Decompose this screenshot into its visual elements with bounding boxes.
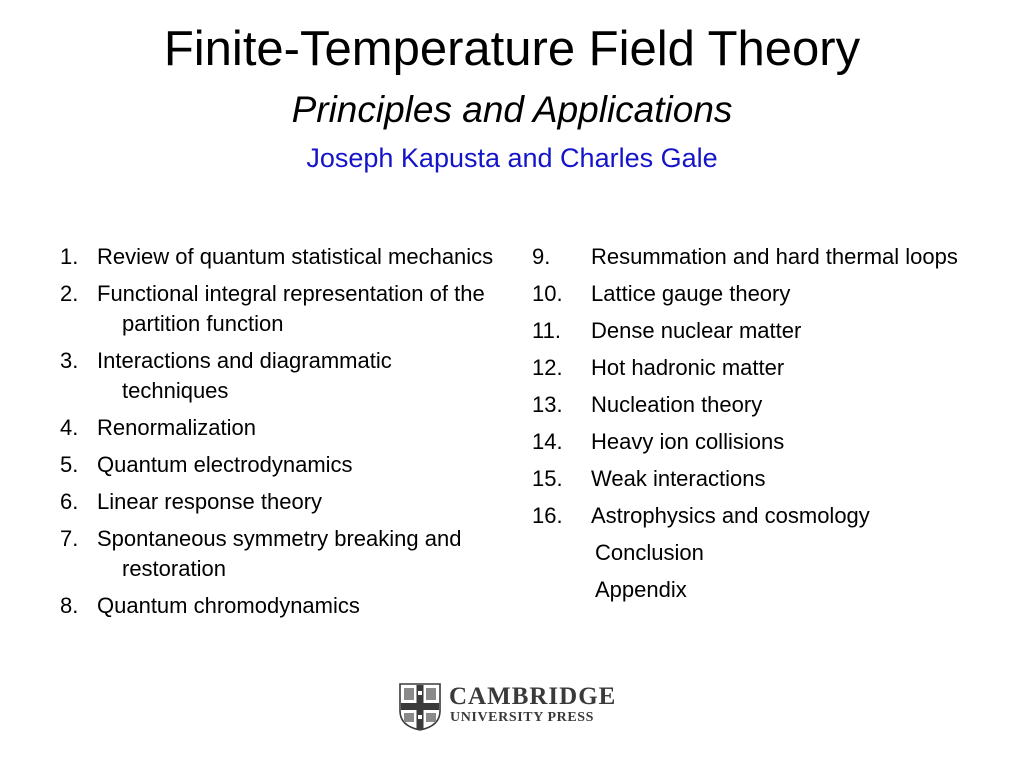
chapter-item: [60, 524, 500, 584]
chapter-number: 16.: [532, 503, 563, 528]
chapter-item: [532, 501, 992, 531]
chapter-title: Dense nuclear matter: [591, 318, 802, 343]
chapter-item: [60, 450, 500, 480]
chapter-number: 5.: [60, 452, 79, 477]
chapter-number: 15.: [532, 466, 563, 491]
publisher-logo: [399, 683, 627, 733]
chapter-item: [532, 427, 992, 457]
chapter-list-left: [60, 242, 500, 628]
chapter-number: 13.: [532, 392, 563, 417]
chapter-item: [60, 487, 500, 517]
chapter-title: Conclusion: [595, 540, 704, 565]
chapter-item: [532, 464, 992, 494]
publisher-subline: UNIVERSITY PRESS: [450, 710, 595, 725]
publisher-name: CAMBRIDGE: [449, 683, 617, 710]
chapter-number: 6.: [60, 489, 79, 514]
cambridge-crest-icon: [399, 683, 441, 731]
chapter-item: [60, 279, 500, 339]
chapter-title: Functional integral representation of the partition function: [97, 281, 485, 336]
chapter-item: [60, 346, 500, 406]
chapter-title: Astrophysics and cosmology: [591, 503, 870, 528]
conclusion-item: [532, 538, 992, 568]
chapter-list-right: [532, 242, 992, 612]
chapter-number: 3.: [60, 348, 79, 373]
chapter-item: [532, 353, 992, 383]
chapter-number: 1.: [60, 244, 79, 269]
chapter-title: Quantum chromodynamics: [97, 593, 360, 618]
chapter-title: Interactions and diagrammatic techniques: [97, 348, 392, 403]
chapter-item: [60, 591, 500, 621]
page-title: Finite-Temperature Field Theory: [163, 22, 861, 76]
chapter-title: Linear response theory: [97, 489, 323, 514]
chapter-number: 4.: [60, 415, 79, 440]
appendix-item: [532, 575, 992, 605]
chapter-item: [60, 413, 500, 443]
chapter-number: 7.: [60, 526, 79, 551]
chapter-item: [532, 242, 992, 272]
chapter-title: Appendix: [595, 577, 687, 602]
book-authors: Joseph Kapusta and Charles Gale: [306, 143, 718, 173]
chapter-title: Spontaneous symmetry breaking and restoration: [97, 526, 462, 581]
chapter-title: Lattice gauge theory: [591, 281, 791, 306]
chapter-title: Hot hadronic matter: [591, 355, 785, 380]
chapter-title: Nucleation theory: [591, 392, 763, 417]
chapter-number: 14.: [532, 429, 563, 454]
chapter-item: [532, 390, 992, 420]
chapter-number: 8.: [60, 593, 79, 618]
chapter-number: 10.: [532, 281, 563, 306]
chapter-item: [532, 279, 992, 309]
chapter-item: [532, 316, 992, 346]
book-subtitle: Principles and Applications: [291, 89, 733, 130]
chapter-number: 9.: [532, 244, 551, 269]
chapter-title: Renormalization: [97, 415, 256, 440]
chapter-title: Quantum electrodynamics: [97, 452, 353, 477]
chapter-item: [60, 242, 500, 272]
chapter-title: Resummation and hard thermal loops: [591, 244, 958, 269]
chapter-number: 12.: [532, 355, 563, 380]
chapter-title: Weak interactions: [591, 466, 766, 491]
chapter-title: Heavy ion collisions: [591, 429, 785, 454]
chapter-number: 11.: [532, 318, 561, 343]
chapter-number: 2.: [60, 281, 79, 306]
chapter-title: Review of quantum statistical mechanics: [97, 244, 494, 269]
